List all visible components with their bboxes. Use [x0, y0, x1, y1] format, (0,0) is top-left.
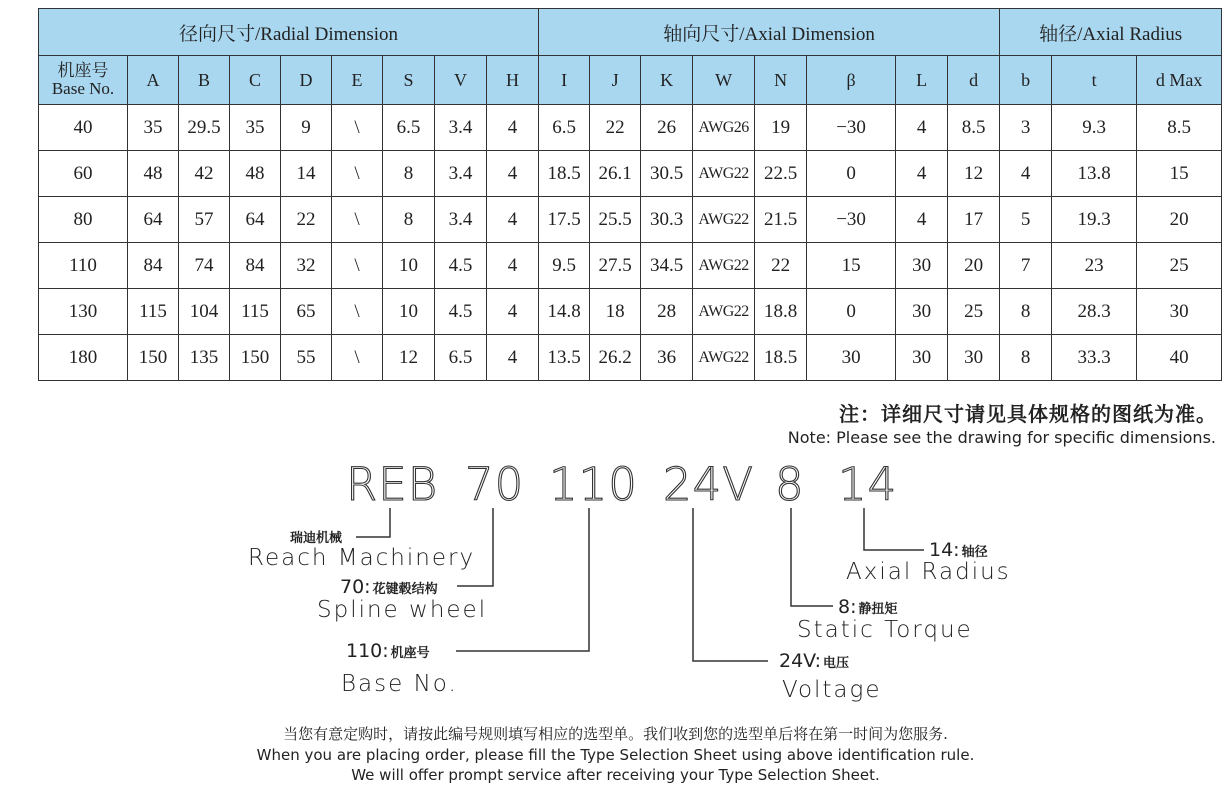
table-cell: 3.4 [435, 151, 487, 197]
table-cell: 25 [1137, 243, 1222, 289]
table-cell: 8 [1000, 335, 1052, 381]
table-cell: 0 [807, 289, 896, 335]
table-cell: 35 [230, 105, 281, 151]
table-cell: 13.8 [1052, 151, 1137, 197]
base-no-cell: 80 [39, 197, 128, 243]
table-cell: 57 [179, 197, 230, 243]
table-cell: 48 [128, 151, 179, 197]
table-cell: 84 [230, 243, 281, 289]
table-cell: AWG22 [693, 151, 755, 197]
column-header-5: S [383, 56, 435, 105]
radial-dimension-header: 径向尺寸/Radial Dimension [39, 9, 539, 56]
table-cell: AWG22 [693, 197, 755, 243]
table-cell: 8.5 [1137, 105, 1222, 151]
code-part-14: 14 [838, 458, 898, 511]
code-part-reb: REB [346, 458, 439, 511]
table-cell: 10 [383, 243, 435, 289]
table-cell: 32 [281, 243, 332, 289]
table-cell: 4 [487, 151, 539, 197]
table-cell: 18 [590, 289, 641, 335]
table-cell: 35 [128, 105, 179, 151]
table-cell: 150 [230, 335, 281, 381]
p70-code: 70: [340, 576, 371, 598]
p8-cn: 静扭矩 [858, 602, 898, 617]
table-cell: 20 [1137, 197, 1222, 243]
table-cell: 8.5 [948, 105, 1000, 151]
p110-code: 110: [346, 640, 389, 662]
table-cell: 40 [1137, 335, 1222, 381]
table-cell: 14.8 [539, 289, 590, 335]
table-cell: 4 [896, 151, 948, 197]
table-cell: 4.5 [435, 289, 487, 335]
leader-14 [864, 508, 924, 550]
p70-label-cn [340, 576, 438, 598]
table-cell: 4 [487, 105, 539, 151]
p110-label-en: Base No. [341, 671, 458, 697]
column-header-2: C [230, 56, 281, 105]
table-cell: 18.8 [755, 289, 807, 335]
table-cell: 4 [1000, 151, 1052, 197]
table-cell: 22 [281, 197, 332, 243]
table-cell: 30 [807, 335, 896, 381]
table-cell: 12 [383, 335, 435, 381]
table-cell: 17 [948, 197, 1000, 243]
table-cell: 34.5 [641, 243, 693, 289]
p8-code: 8: [838, 596, 857, 618]
table-cell: 64 [128, 197, 179, 243]
table-cell: 21.5 [755, 197, 807, 243]
column-header-14: L [896, 56, 948, 105]
table-cell: 29.5 [179, 105, 230, 151]
column-header-7: H [487, 56, 539, 105]
reb-label-cn: 瑞迪机械 [290, 531, 343, 546]
code-part-70: 70 [465, 458, 525, 511]
column-header-8: I [539, 56, 590, 105]
table-cell: 84 [128, 243, 179, 289]
column-header-3: D [281, 56, 332, 105]
table-cell: 9.3 [1052, 105, 1137, 151]
table-cell: 4 [896, 105, 948, 151]
table-cell: 20 [948, 243, 1000, 289]
table-cell: AWG22 [693, 335, 755, 381]
table-cell: 15 [1137, 151, 1222, 197]
table-cell: \ [332, 151, 383, 197]
column-header-10: K [641, 56, 693, 105]
footer-chinese: 当您有意定购时，请按此编号规则填写相应的选型单。我们收到您的选型单后将在第一时间为您服务. [283, 725, 948, 743]
table-cell: 4 [487, 289, 539, 335]
table-cell: 135 [179, 335, 230, 381]
table-cell: 15 [807, 243, 896, 289]
table-cell: 33.3 [1052, 335, 1137, 381]
table-cell: 8 [383, 151, 435, 197]
code-part-8: 8 [775, 458, 805, 511]
table-cell: 9.5 [539, 243, 590, 289]
column-header-11: W [693, 56, 755, 105]
base-no-header-en: Base No. [51, 79, 115, 98]
p70-label-en: Spline wheel [317, 597, 488, 623]
p24v-cn: 电压 [823, 656, 850, 671]
table-cell: 30.3 [641, 197, 693, 243]
table-cell: \ [332, 289, 383, 335]
table-cell: 6.5 [539, 105, 590, 151]
table-cell: \ [332, 335, 383, 381]
leader-24v [693, 508, 768, 661]
table-cell: −30 [807, 197, 896, 243]
table-cell: 30 [896, 335, 948, 381]
table-cell: 30 [896, 243, 948, 289]
base-no-header-cn: 机座号 [57, 61, 109, 80]
table-cell: AWG26 [693, 105, 755, 151]
p24v-label-en: Voltage [782, 677, 882, 703]
table-cell: 6.5 [435, 335, 487, 381]
table-cell: 4 [487, 197, 539, 243]
p8-label-en: Static Torque [797, 617, 973, 643]
table-cell: 3 [1000, 105, 1052, 151]
column-header-12: N [755, 56, 807, 105]
footer-english-line2: We will offer prompt service after receiving your Type Selection Sheet. [351, 766, 880, 784]
base-no-cell: 130 [39, 289, 128, 335]
p14-label-cn [929, 539, 988, 561]
axial-radius-header: 轴径/Axial Radius [1000, 9, 1222, 56]
table-cell: 12 [948, 151, 1000, 197]
footer-english-line1: When you are placing order, please fill the Type Selection Sheet using above identification rule. [256, 746, 975, 764]
column-header-16: b [1000, 56, 1052, 105]
note-english: Note: Please see the drawing for specific dimensions. [787, 428, 1216, 447]
column-header-6: V [435, 56, 487, 105]
table-cell: 26.1 [590, 151, 641, 197]
column-header-13: β [807, 56, 896, 105]
table-cell: 150 [128, 335, 179, 381]
table-cell: 28 [641, 289, 693, 335]
table-cell: 17.5 [539, 197, 590, 243]
table-cell: AWG22 [693, 243, 755, 289]
table-cell: 3.4 [435, 197, 487, 243]
column-header-18: d Max [1137, 56, 1222, 105]
table-cell: 23 [1052, 243, 1137, 289]
table-cell: 9 [281, 105, 332, 151]
table-cell: 4.5 [435, 243, 487, 289]
table-cell: 3.4 [435, 105, 487, 151]
base-no-cell: 110 [39, 243, 128, 289]
table-cell: −30 [807, 105, 896, 151]
table-cell: 13.5 [539, 335, 590, 381]
table-cell: 8 [383, 197, 435, 243]
table-cell: 22 [755, 243, 807, 289]
table-cell: 0 [807, 151, 896, 197]
p24v-label-cn [779, 650, 849, 672]
table-cell: 30 [948, 335, 1000, 381]
p110-cn: 机座号 [390, 646, 430, 661]
table-cell: \ [332, 197, 383, 243]
table-cell: 5 [1000, 197, 1052, 243]
table-cell: 25.5 [590, 197, 641, 243]
table-cell: 8 [1000, 289, 1052, 335]
table-cell: 36 [641, 335, 693, 381]
p8-label-cn [838, 596, 898, 618]
base-no-cell: 40 [39, 105, 128, 151]
p14-label-en: Axial Radius [846, 559, 1011, 585]
table-cell: 27.5 [590, 243, 641, 289]
column-header-1: B [179, 56, 230, 105]
table-cell: \ [332, 105, 383, 151]
code-part-110: 110 [549, 458, 638, 511]
table-cell: 30 [896, 289, 948, 335]
table-cell: 104 [179, 289, 230, 335]
table-cell: 115 [128, 289, 179, 335]
table-cell: 19 [755, 105, 807, 151]
column-header-17: t [1052, 56, 1137, 105]
table-cell: 18.5 [539, 151, 590, 197]
column-header-4: E [332, 56, 383, 105]
p24v-code: 24V: [779, 650, 822, 672]
table-cell: 55 [281, 335, 332, 381]
table-cell: 4 [896, 197, 948, 243]
axial-dimension-header: 轴向尺寸/Axial Dimension [539, 9, 1000, 56]
table-cell: 48 [230, 151, 281, 197]
base-no-cell: 180 [39, 335, 128, 381]
table-cell: 25 [948, 289, 1000, 335]
table-cell: 42 [179, 151, 230, 197]
table-cell: 64 [230, 197, 281, 243]
table-cell: 65 [281, 289, 332, 335]
p70-cn: 花键毂结构 [372, 582, 438, 597]
table-cell: 30 [1137, 289, 1222, 335]
table-cell: 4 [487, 335, 539, 381]
table-cell: 4 [487, 243, 539, 289]
table-cell: 22.5 [755, 151, 807, 197]
leader-reb [356, 508, 390, 537]
p14-code: 14: [929, 539, 960, 561]
note-chinese: 注：详细尺寸请见具体规格的图纸为准。 [839, 402, 1217, 426]
table-cell: 18.5 [755, 335, 807, 381]
table-cell: 7 [1000, 243, 1052, 289]
leader-8 [791, 508, 833, 606]
table-cell: 14 [281, 151, 332, 197]
table-cell: \ [332, 243, 383, 289]
table-cell: 115 [230, 289, 281, 335]
column-header-15: d [948, 56, 1000, 105]
p110-label-cn [346, 640, 430, 662]
base-no-cell: 60 [39, 151, 128, 197]
code-part-24v: 24V [663, 458, 755, 511]
table-cell: 6.5 [383, 105, 435, 151]
table-cell: 10 [383, 289, 435, 335]
column-header-0: A [128, 56, 179, 105]
table-cell: 74 [179, 243, 230, 289]
table-cell: AWG22 [693, 289, 755, 335]
table-cell: 26.2 [590, 335, 641, 381]
leader-110 [456, 508, 589, 651]
column-header-9: J [590, 56, 641, 105]
table-cell: 26 [641, 105, 693, 151]
table-cell: 28.3 [1052, 289, 1137, 335]
table-cell: 22 [590, 105, 641, 151]
table-cell: 30.5 [641, 151, 693, 197]
table-cell: 19.3 [1052, 197, 1137, 243]
p14-cn: 轴径 [961, 545, 988, 560]
reb-label-en: Reach Machinery [248, 545, 476, 571]
